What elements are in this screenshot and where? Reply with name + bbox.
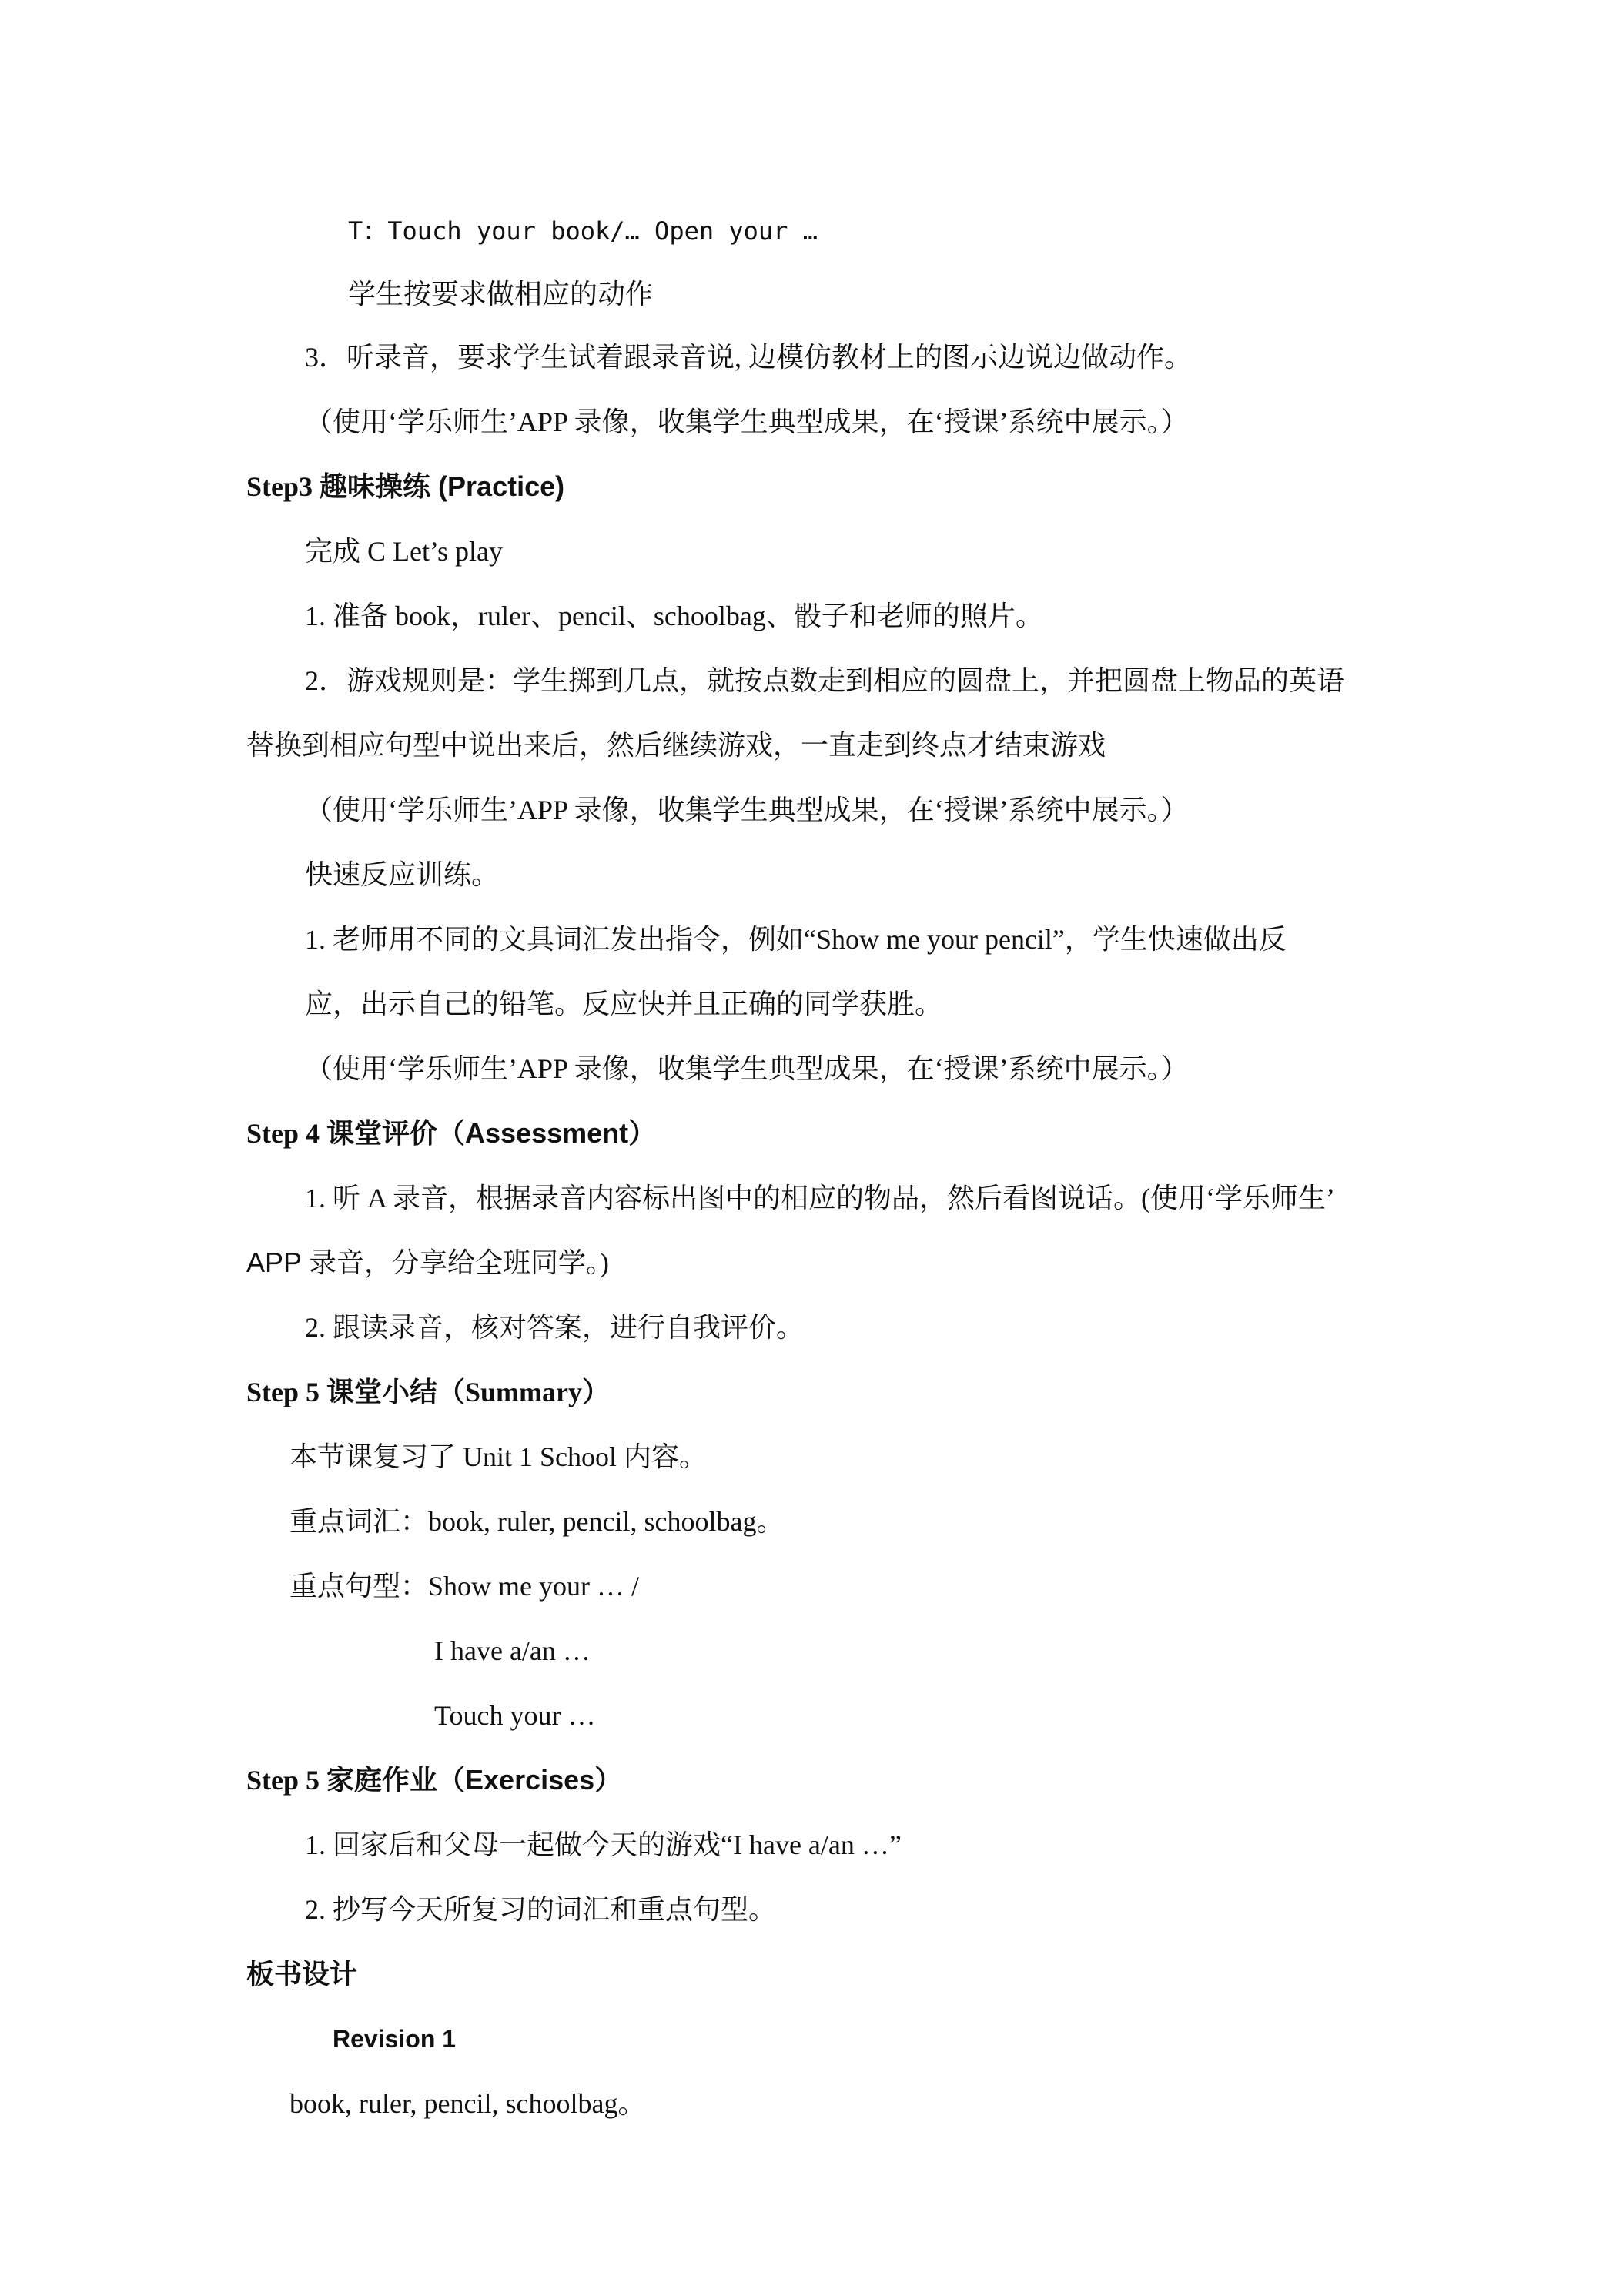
list-item: 1. 听 A 录音，根据录音内容标出图中的相应的物品，然后看图说话。(使用‘学乐师生’ bbox=[305, 1183, 1335, 1213]
step-number: Step3 bbox=[246, 471, 320, 502]
list-item: 1. 回家后和父母一起做今天的游戏“I have a/an …” bbox=[305, 1829, 902, 1860]
key-sentence: Touch your … bbox=[434, 1700, 596, 1731]
app-label: APP bbox=[246, 1247, 303, 1278]
section-heading-board-design: 板书设计 bbox=[246, 1959, 358, 1990]
list-item-continuation: 应，出示自己的铅笔。反应快并且正确的同学获胜。 bbox=[305, 989, 943, 1019]
step-title: 课堂评价（Assessment） bbox=[326, 1117, 657, 1149]
key-vocabulary: 重点词汇：book, ruler, pencil, schoolbag。 bbox=[289, 1506, 785, 1537]
task-line: 完成 C Let’s play bbox=[305, 536, 503, 567]
section-heading-step5-exercises bbox=[246, 1762, 622, 1799]
step-number: Step 5 bbox=[246, 1765, 327, 1796]
list-item: 1. 老师用不同的文具词汇发出指令，例如“Show me your pencil”，学生快速做出反 bbox=[305, 924, 1287, 955]
list-item: 2. 抄写今天所复习的词汇和重点句型。 bbox=[305, 1894, 777, 1925]
instruction-line: 学生按要求做相应的动作 bbox=[348, 279, 654, 310]
key-sentence: 重点句型：Show me your … / bbox=[289, 1571, 639, 1602]
task-line: 快速反应训练。 bbox=[305, 859, 500, 890]
step-number: Step 4 bbox=[246, 1118, 327, 1149]
summary-line: 本节课复习了 Unit 1 School 内容。 bbox=[289, 1441, 708, 1472]
list-item-continuation bbox=[246, 1244, 609, 1281]
list-item-continuation: 替换到相应句型中说出来后，然后继续游戏，一直走到终点才结束游戏 bbox=[246, 730, 1106, 761]
key-sentence: I have a/an … bbox=[434, 1635, 591, 1666]
step-title-en: (Practice) bbox=[430, 470, 565, 502]
section-heading-step4 bbox=[246, 1115, 656, 1152]
app-note: （使用‘学乐师生’APP 录像，收集学生典型成果，在‘授课’系统中展示。） bbox=[305, 1053, 1189, 1084]
section-heading-step3 bbox=[246, 468, 564, 505]
step-item: 3．听录音，要求学生试着跟录音说, 边模仿教材上的图示边说边做动作。 bbox=[305, 342, 1193, 373]
list-item: 2. 跟读录音，核对答案，进行自我评价。 bbox=[305, 1312, 805, 1343]
board-vocabulary: book, ruler, pencil, schoolbag。 bbox=[289, 2088, 646, 2119]
app-note: （使用‘学乐师生’APP 录像，收集学生典型成果，在‘授课’系统中展示。） bbox=[305, 407, 1189, 437]
step-title-cn: 趣味操练 bbox=[320, 471, 431, 502]
dialogue-line: T：Touch your book/… Open your … bbox=[348, 216, 818, 246]
app-note: （使用‘学乐师生’APP 录像，收集学生典型成果，在‘授课’系统中展示。） bbox=[305, 795, 1189, 825]
app-note-text: 录音，分享给全班同学。) bbox=[302, 1247, 610, 1278]
list-item: 1. 准备 book，ruler、pencil、schoolbag、骰子和老师的照片。 bbox=[305, 601, 1043, 631]
step-title: 家庭作业（Exercises） bbox=[326, 1764, 623, 1796]
list-item: 2．游戏规则是：学生掷到几点，就按点数走到相应的圆盘上，并把圆盘上物品的英语 bbox=[305, 665, 1345, 696]
board-title: Revision 1 bbox=[333, 2025, 457, 2053]
section-heading-step5-summary: Step 5 课堂小结（Summary） bbox=[246, 1377, 611, 1407]
